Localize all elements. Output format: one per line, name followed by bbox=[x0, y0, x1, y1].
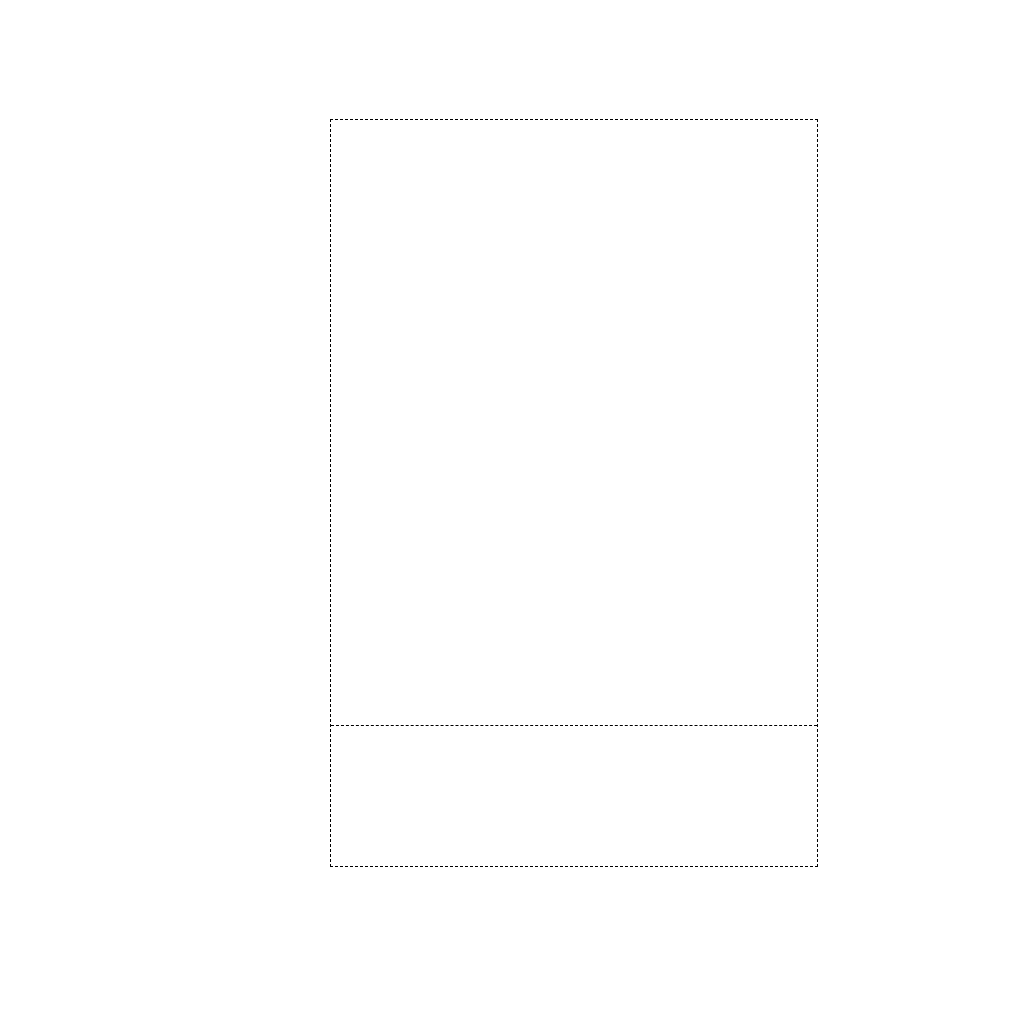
bottom-panel bbox=[331, 726, 817, 866]
top-panel bbox=[331, 120, 817, 726]
dashed-frame bbox=[330, 119, 818, 867]
